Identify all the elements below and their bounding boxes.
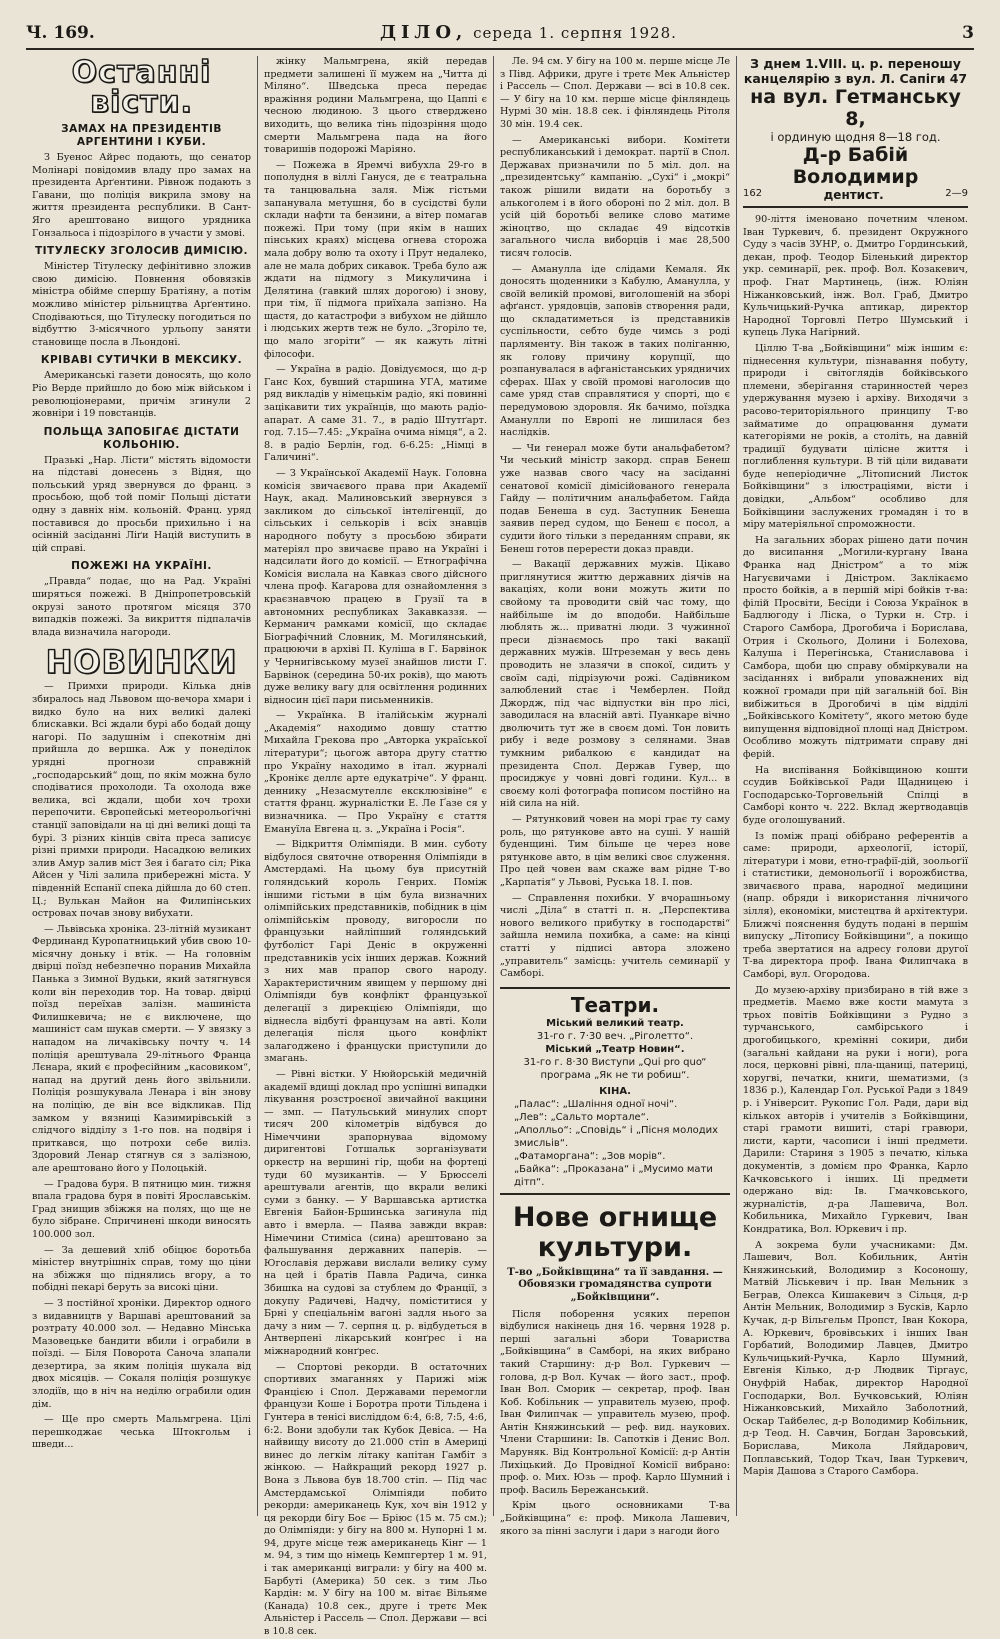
column-1: [26, 56, 258, 1516]
article-paragraph: Ціллю Т-ва „Бойківщини“ між іншим є: піднесення культури, пізнавання побуту, природи і світоглядів бойківського племени, зберігання старинностей через удержування музею і архіву. Виходячи з расово-територіяльного принципу Т-во займатиме до опрацювання думати категоріями не років, а століть, на давній традиції будувати цілісне життя і поглиблення культури. В тій ціли видавати буде неперіодичне „Літописний Листок Бойківщини“ з ілюстраціями, вісти і довідки, „Альбом“ особливо для Бойківщини заслужених громадян і то в міру матеріяльної спроможности.: [743, 342, 968, 531]
article-paragraph: Із поміж праці обібрано референтів а саме: природи, археології, історії, літератури і мови, етно-графії-дій, зоольоґії і статистики, демонольоґії і ворожбиства, звичаєвого права, народної медицини (напр. обряди і використання лічничого зілля), економіки, мистецтва й архітектури. Ближчі пояснення будуть подані в першім випуску „Літопису Бойківщини“, а покищо треба звертатися на адресу голови другої Т-ва директора проф. Івана Филипчака в Самборі, вул. Огородова.: [743, 830, 968, 981]
cinema-heading: КІНА.: [599, 1085, 631, 1097]
news-item: — Рятунковий човен на морі грає ту саму роль, що рятункове авто на суші. У нашій буденщині. Тим більше це через нове рятункове авто, в цім великі своє служення. Про цей човен вам скаже вам рідне Т-во „Карпатія“ у Львові, Руська 18. І. пов.: [500, 814, 730, 888]
headline: ТІТУЛЕСКУ ЗГОЛОСИВ ДИМІСІЮ.: [34, 245, 249, 258]
theatre-name: Міський великий театр.: [546, 1017, 684, 1029]
theatre-show: програма „Як не ти робиш“.: [540, 1069, 690, 1081]
ad-hours: і ординую щодня 8—18 год.: [770, 130, 941, 144]
news-item: — Справлення похибки. У вчорашньому числі „Діла“ в статті п. н. „Перспектива нового великого прибутку в господарстві“ зайшла немила похибка, а саме: на кінці статті у підписі автора зложено „управитель“ замісць: учитель семинарії у Самборі.: [500, 892, 730, 980]
article-paragraph: „Правда“ подає, що на Рад. Україні ширяться пожежі. В Дніпропетровській окрузі заното протягом місяця 370 випадків пожежі. За викриття підпалачів влада визначила нагороди.: [32, 576, 251, 638]
article-paragraph: На загальних зборах рішено дати почин до висипання „Могили-кургану Івана Франка над Дністром“ а то між Нагуєвичами і Дністром. Заклікаємо просто бойків, а в першій мірі бойків т-ва: філій Просвіти, Бесіди і Союза Українок в Бадлюгоду і Ліска, о Турки н. Стр. і Старого Самбора, Дрогобича і Борислава, Отрия і Сколього, Долини і Болехова, Калуша і Перегінська, Станиславова і Самбора, щоби цю справу обміркували на засіданнях і вибрали уповажнених від кожної громади при цій загальній бої. Він вибіжиться в Дрогобичі в цім відділі „Бойківського Комітету“, якого метою буде випущення відповідної площі над Дністром. Особливо можуть підтримати справу дні ферій.: [743, 534, 968, 760]
cinema-item: „Палас“: „Шаління одної ночі“.: [514, 1098, 678, 1110]
news-item: — Україна в радіо. Довідуємося, що д-р Ганс Кох, бувший старшина УГА, матиме ряд викладів у німецькім радіо, які повинні зацікавити тих українців, що мають радіо-апарат. А саме 31. 7., в радіо Штутґарт. год. 7.15—7.45: „Україна очима німця“, а 2. 8. в радіо Берлін, год. 6-6.25: „Німці в Галичині“.: [264, 364, 487, 464]
section-title-latest-news: Останні вісти.: [71, 55, 212, 120]
article-paragraph: До музею-архіву призбирано в тій вже з предметів. Маємо вже кости мамута з трьох повітів Бойківщини з Рудно з турчанського, самбірського і дрогобицького, кремінні сокири, диби (загальні кайдани на руки і ноги), рога лося, церковні рівні, пла-щаниці, патериці, хоругві, печатки, книги, шематизми, (з 1836 р.), Календар Гол. Руської Ради з 1849 р. і Університ. Рукопис Гол. Ради, дари від кількох авторів і учителів з Бойківщини, старі грамоти вишиті, старі гравюри, листи, карти, часописи і інші предмети. Дарили: Стариня з 1905 з печатю, кілька документів, з домієм про Франка, Карло Качковського і інших. Ці предмети одержано від: Ів. Гмачковського, журналістів, д-ра Лашевича, Вол. Кобильника, Михайло Гуркевич, Іван Кондратика, Вол. Юркевич і пр.: [743, 984, 968, 1235]
column-4: [737, 56, 974, 1516]
theatre-show: 31-го г. 8·30 Виступи „Qui pro quo“: [523, 1056, 707, 1068]
issue-date: середа 1. серпня 1928.: [473, 24, 677, 42]
news-item: — За дешевий хліб обіцює боротьба міністер внутрішніх справ, тому що ціни на збіжжя що піднялись вгору, а то побідні пекарі беруть за високі ціни.: [32, 1244, 251, 1294]
news-item: — Спортові рекорди. В остаточних спортивих змаганнях у Парижі між Францією і Спол. Державами перемогли французи Коше і Боротра проти Тільдена і Гунтера в тенісі висліддом 6:4, 6:8, 7:5, 4:6, 6:2. Вони здобули так Кубок Девіса. — На найвищу висоту до 21.000 стіп в Америці винес до легкім літаку капітан Гамбіт з жінкою. — Найкращий рекорд 1927 р. Вона з Львова був 18.700 стіп. — Під час Амстердамської Олімпіяди побито рекорди: американець Кук, хоч він 1912 у ця рекорди бігу Боє — Бріюс (15 м. 75 см.); до Олімпіяди: у бігу на 800 м. Нупорні 1 м. 94, друге місце теж американець Кінг — 1 м. 94, з тим що німець Кемпгертер 1 м. 91, і так американці виграли: у бігу на 400 м. Барбуті (Америка) 50 сек. з тим Льо Кардін: м. У бігу на 100 м. вітає Вільяме (Канада) 10.8 сек., друге і третє Мек Альністер і Рассель — Спол. Держави — всі в 10.8 сек.: [264, 1361, 487, 1638]
news-item: — Чи генерал може бути анальфабетом? Чи чеський міністр закорд. справ Бенеш уже назвав свого часу на засіданні сенатової комісії дімісійованого генерала Гайду — політичним анальфабетом. Гайда подав Бенеша в суд. Заступник Бенеша заявив перед судом, що Бенеш є посол, а судити його тільки з переданням справи, як Бенеш готов перерести доказ правди.: [500, 442, 730, 555]
news-item: — Ще про смерть Мальмгрена. Цілі перешкоджає чеська Штокгольм і шведи...: [32, 1414, 251, 1451]
theatre-name: Міський „Театр Новин“.: [545, 1043, 685, 1055]
headline: ПОЛЬЩА ЗАПОБІГАЄ ДІСТАТИ КОЛЬОНІЮ.: [43, 425, 240, 451]
masthead: [380, 22, 677, 43]
page-header: [26, 22, 974, 50]
ad-profession: дентист.: [823, 188, 884, 202]
cinema-item: „Байка“: „Проказана“ і „Мусимо мати дітп“.: [514, 1163, 713, 1188]
news-item: — Примхи природи. Кілька днів збиралось над Львовом що-вечора хмари і видко було на них великі далекі блискавки. Всі ждали бурі або бодай дощу нагорі. По задушнім і спекотнім дні прийшла до вершка. Аж у понеділок урядні прогнози справжній „господарський“ дощ, по якім можна було сподіватися прохолоди. Та охолода вже велика, всі ждали, щоби хоч трохи перепочити. Європейські метеорольоґічні станції заповідали на ці дні великі дощі та бурі. З різних кінців світа преса записує різні примхи природи. Насадкою великих злив Амур залив міст Зея і багато сіл; Ріка Айсен у Чілі залила прибережні міста. У південній Еспанії спека дійшла до 60 степ. Ц.; Вулькан Майон на Филипінських островах почав знову вибухати.: [32, 681, 251, 920]
article-lead: Т-во „Бойківщина“ та її завдання. — Обовязки громадянства супроти „Бойківщини“.: [507, 1266, 723, 1303]
ad-footer: [743, 188, 968, 202]
columns: [26, 55, 974, 1638]
news-item: — Градова буря. В пятницю мин. тижня впала градова буря в повіті Ярославськім. Град знищив збіжжя на полях, що ще не було зібране. Спричинені шкоди виносять 100.000 зол.: [32, 1178, 251, 1240]
column-2: [258, 56, 494, 1638]
paper-name: ДІЛО,: [380, 22, 468, 43]
ad-line: З днем 1.VIII. ц. р. переношу канцелярію з вул. Л. Сапіги 47: [743, 56, 968, 86]
cinema-item: „Аполльо“: „Сповідь“ і „Пісня молодих змисльів“.: [514, 1124, 719, 1149]
news-item: — Пожежа в Яремчі вибухла 29-го в пополудня в віллі Гануся, де є театральна та танцювальна заля. Між гістьми запанувала метушня, бо в сусідстві були склади нафти та бензини, а вітер помагав пожежі. При тому (при якім в наших пінських краях) місцева огнева сторожа мала добру волю та охоту і Прут недалеко, але не мала добрих сикавок. Треба було аж ждати на підмогу з Микуличина і Делятина (гавкий шлях дорогою) і знову, при тім, її підмога приїхала запізно. На щастя, до катастрофи з вибухом не дійшло і людських жертв теж не було. „Згоріло те, що мало згоріти“ — як кажуть літні філософи.: [264, 159, 487, 360]
issue-number: Ч. 169.: [26, 23, 95, 43]
news-item: — Львівська хроніка. 23-літній музикант Фердинанд Куропатницький убив свою 10-місячну доньку і втік. — На головнім двірці поїзд небезпечно поранив Михайла Панька з Зимної Вудьки, який затягнувся коли він переходив тор. На товар. двірці поїзд переїхав залізн. машиніста Филишкевича; не є виключене, що машиніст сам шукав смерти. — У звязку з нападом на личаківську почту ч. 14 поліція арештувала 29-літнього Франца Лєнара, який є професійним „касовиком“, напад на другий день його звільнили. Поліція розшукувала Ленара і він знову на поліцію, де він все відкликав. Під замком у вязниці Казимирівській з слідчого відділу з 1-го пов. на подвіря і приткався, що потрохи себе виліз. Здоровий Ленар стягнув ся з залізною, але арештовано його у Полоцькій.: [32, 923, 251, 1174]
headline: ПОЖЕЖІ НА УКРАЇНІ.: [71, 560, 212, 573]
theatre-listing: [500, 987, 730, 1195]
theatre-title: Театри.: [570, 992, 660, 1017]
article-paragraph: Празькі „Нар. Лісти“ містять відомости на підставі донесень з Відня, що польський уряд звернувся до франц. з просьбою, щоб той поміг Польщі дістати одну з давніх нім. кольоній. Франц. уряд поставився до просьби прихильно і на осінній засіданні Ліґи Націй виступить в цій справі.: [32, 454, 251, 554]
theatre-show: 31-го г. 7·30 веч. „Ріголетто“.: [536, 1030, 694, 1042]
page-number: 3: [962, 23, 974, 43]
news-item: жінку Мальмгрена, якій передав предмети залишені її мужем на „Читта ді Міляно“. Шведська преса передає вражіння родини Мальмгрена, що Цаппі є чесною людиною. З цього стверджено виходить, що велика тінь підозріння щодо смерти Мальмгрена пада на його товаришів подорожі Маріяно.: [264, 56, 487, 156]
news-item: — Вакації державних мужів. Цікаво приглянутися життю державних діячів на вакаціях, коли вони можуть жити по свойому та проводити свій час тому, що найбільше ім до вподоби. Найбільше люблять ж... приватні люди. З чужинної преси дізнаємось про такі вакації державних мужів. Штреземан у весь день проводить не злазячи в спокої, сидить у своїм саді, підрізуючи рожі. Садівником залюблений стає і Чемберлен. Пойд Джордж, під час відпустки він про лісі, заводилася на власній авті. Пуанкаре вічно дволючить тут же в своєм домі. Тон ловить рибу і веде розмову з селянами. Знав тумкним рибалкою є кандидат на президента Спол. Держав Гувер, що просиджує у човні довгі години. Кул... в своєму колі фотографа пописом постійно на ній сила на ній.: [500, 559, 730, 810]
news-item: — З постійної хроніки. Директор одного з видавництв у Варшаві арештований за розтрату 40.000 зол. — Недавно Мінська Мазовецьке бандити вбили і ограбили в поїзді. — Біля Поворота Саноча злапали дезертира, за яким поліція шукала від двох місяців. — Сокаля поліція розшукує злодіїв, що в ніч на неділю ограбили один дім.: [32, 1297, 251, 1410]
headline: КРІВАВІ СУТИЧКИ В МЕКСИКУ.: [40, 354, 243, 367]
article-paragraph: 90-ліття іменовано почетним членом. Іван Туркевич, б. президент Окружного Суду з часів ЗУНР, о. Дмитро Гординський, декан, проф. Теодор Біленький директор укр. семинарії, рек. проф. Вол. Козакевич, проф. Гнат Мартинець, (інж. Юліян Ніжанковський, інж. Вол. Граб, Дмитро Кульчицький-Ручка аптикар, директор Народної Торговлі Петро Шумський і купець Лука Нагірний.: [743, 214, 968, 339]
headline: ЗАМАХ НА ПРЕЗИДЕНТІВ АРГЕНТИНИ І КУБИ.: [61, 123, 222, 148]
news-item: — З Української Академії Наук. Головна комісія звичаєвого права при Академії Наук, акад. Малиновський звернувся з закликом до сільської інтелігенції, до сільських і селькорів і всіх знавців народного побуту з просьбою збирати матеріял про звичаєве право на Україні і надсилати його до комісії. — Етнографічна Комісія вислала на Кавказ свого дійсного члена проф. Кагарова для ознайомлення з краєзнавчою працею в Грузії та в автономних республиках Закавказзя. — Керманич рамками комісії, що складає Біографічний Словник, М. Могилянський, працюючи в архіві П. Куліша в Г. Барвінок у Чернигівському музеї знайшов листи Г. Барвінок (середина 50-их років), що мають дуже велику вагу для освітлення родинних відносин цієї пари письменників.: [264, 468, 487, 706]
news-item: — Аманулла іде слідами Кемаля. Як доносять щоденники з Кабулю, Аманулла, у своїй великій промові, виголошеній на зборі афґанст. урядовців, заповів створення ради, що складатиметься із представників суспільности, себто буде чимсь з роді парляменту. Він також в таких поліганню, як голову причину корупції, що розпанувалася в афганістанських урядничих сферах. Шах у своїй промові наголосив що саме уряд став справлятися у спорті, що є передумовою здоровля. Як бачимо, поїздка Аманулли по Европі не лишилася без наслідків.: [500, 263, 730, 439]
news-item: — Американські вибори. Комітети республиканський і демократ. партії в Спол. Державах призначили по 5 міл. дол. на „президентську“ кампанію. „Сухі“ і „мокрі“ також рішили видати на боротьбу з алькоголем і в його обороні по 2 міл. дол. В усій цій боротьбі велике слово матиме жіноцтво, що складає 49 відсотків загального числа виборців і має 28,500 тисяч голосів.: [500, 134, 730, 259]
article-paragraph: Американські газети доносять, що коло Ріо Верде прийшло до бою між військом і революціонерами, причім згинули 2 жовніри і 19 повстанців.: [32, 370, 251, 420]
article-title-culture: Нове огнище культури.: [512, 1201, 718, 1263]
ad-number: 162: [743, 188, 763, 199]
cinema-item: „Лев“: „Сальто мортале“.: [514, 1111, 650, 1123]
section-title-news: НОВИНКИ: [45, 643, 238, 682]
article-paragraph: Крім цього основниками Т-ва „Бойківщина“ є: проф. Микола Лашевич, якого за пінні заслуги і дари з нагоди його: [500, 1500, 730, 1537]
news-item: — Рівні вістки. У Нюйорській медичній академії вдищі доклад про успішні випадки лікування розстроєної звичайної вакцини — змп. — Патульський минулих спорт тисяч 200 кілометрів відбувся до Німеччини зрапорнуваа відомому диригентові Готшальк зорганізувати оркестр на вершині гір, щоби на фортеці туди 60 музикантів. — У Брюсселі арештували агентів, що вкрали великі суми з банку. — У Варшавська артистка Евгенія Байон-Бршинська загинула під авто і вмерла. — Паява завжди вкрав: Німечини Стиміса (сина) арештовано за фальшування державних паперів. — Югославія держави вислали велику суму на цей і братів Павла Радича, синка Збишка на судові за стублем до Франції, з докупу Радичеві, Надчу, поміститися у Брні у спеціальнім вагоні задля нього за дачу з ним — 7. серпня ц. р. відбудеться в Антверпені лікарський конґрес і на міжнародний конґрес.: [264, 1068, 487, 1357]
article-paragraph: З Буенос Айрес подають, що сенатор Молінарі повідомив владу про замах на президента Арґентини. Рівнож подають з Гавани, що поліція викрила змову на життя президента республики. В Сант-Яго арештовано вищого урядника Гонзальоса і підозрілого в участи у змові.: [32, 152, 251, 239]
article-paragraph: А зокрема були учасниками: Дм. Лашевич, Вол. Кобильник, Антін Княжинський, Володимир з Косоношу, Матвій Ліськевич і пр. Іван Мельник з Беграв, Олекса Кишакевич з Сільця, д-р Антін Мельник, Володимир з Бусків, Карло Кучак, д-р Вільгельм Пропст, Іван Кокора, А. Юркевич, бровівських і інших Іван Горбатий, Володимир Лавцев, Дмитро Кульчицький-Ручка, Карло Шумний, Евгенія Кілько, д-р Людвик Тіргаус, Онуфрій Набак, директор Народної Господарки, Вол. Бучковський, Юліян Ніжанковський, Михайло Заболотний, Оскар Тайбелес, д-р Володимир Кобільник, д-р Теод. Н. Савчин, Богдан Заровський, Борислава, Микола Ляйдарович, Поплавський, Тодор Ткач, Іван Туркевич, Марія Дашова з Старого Самбора.: [743, 1239, 968, 1478]
column-3: [494, 56, 737, 1537]
cinema-item: „Фатаморгана“: „Зов морів“.: [514, 1150, 666, 1162]
article-paragraph: Після поборення усяких перепон відбулися накінець дня 16. червня 1928 р. перші загальні збори Товариства „Бойківщина“ в Самборі, на яких вибрано такий Старшину: д-р Вол. Гуркевич — голова, д-р Вол. Кучак — його заст., проф. Іван Вол. Сморик — секретар, проф. Іван Коб. Кобільник — управитель музею, проф. Іван Филипчак — управитель музею, проф. Антін Княжинський — реф. вид. наукових. Члени Старшини: Ів. Сапотків і Денис Вол. Маруняк. Від Контрольної Комісії: д-р Антін Лихіцький. До Провідної Комісії вибрано: проф. о. Мих. Юзь — проф. Карло Шумний і проф. Василь Бережанський.: [500, 1308, 730, 1496]
ad-address: на вул. Гетманську 8,: [750, 86, 961, 130]
news-item: — Відкриття Олімпіяди. В мин. суботу відбулося святочне отворення Олімпіяди в Амстердамі. На цьому був присутній голяндський король Генрих. Поміж іншими гістьми в цім була визначних олімпійських представників, побідник в цім олімпійськім проводу, вигоросли по французьки найліпший голяндський футболіст Гарі Деніс в окруженні представників усіх інших держав. Кожний з них мав прапор свого народу. Характеристичним явищем у першому дні Олімпіяди був конфлікт французької делегації з дирекцією Олімпіяди, що віднесла відбуті французам на авті. Коли делегація після цього конфлікт залагоджено і француски приступили до змагань.: [264, 839, 487, 1065]
article-paragraph: На виспівання Бойківщиною кошти ссудив Бойківської Ради Щадницею і Господарсько-Торговельній Спілці в Самборі конто ч. 222. Вклад жертводавців буде оголошуваний.: [743, 764, 968, 826]
ad-name: Д-р Бабій Володимир: [792, 144, 919, 188]
news-item: Ле. 94 см. У бігу на 100 м. перше місце Ле з Півд. Африки, друге і третє Мек Альністер і Рассель — Спол. Держави — всі в 10.8 сек. — У бігу на 10 км. перше місце фінляндець Нурмі 30 мін. 18.8 сек. і фінляндець Рітоля 30 мін. 19.4 сек.: [500, 56, 730, 130]
ad-code: 2—9: [945, 188, 968, 199]
article-paragraph: Міністер Тітулеску дефінітивно зложив свою димісію. Повнення обовязків міністра обійме спершу Братіяну, а потім можливо міністер рільництва Арґентино. Сподіваються, що Тітулеску погодиться по відбуттю 3-місячного урльопу заняти становище посла в Льондоні.: [32, 261, 251, 348]
dentist-advertisement: [743, 56, 968, 208]
news-item: — Українка. В італійськім журналі „Академія“ находимо довшу статтю Михайла Грекова про „Авторка україської літератури“; цьогож автора другу статтю про Україну находимо в італ. журналі „Кронікє деллє арте едукатріче“. У франц. деннику „Незасмутеллє ексклюзівіне“ є стаття франц. журналістки Е. Ле Ґазе ся у визначника. — Про Україну є стаття Емануїла Евгена ц. з. „Україна і Росія“.: [264, 710, 487, 835]
